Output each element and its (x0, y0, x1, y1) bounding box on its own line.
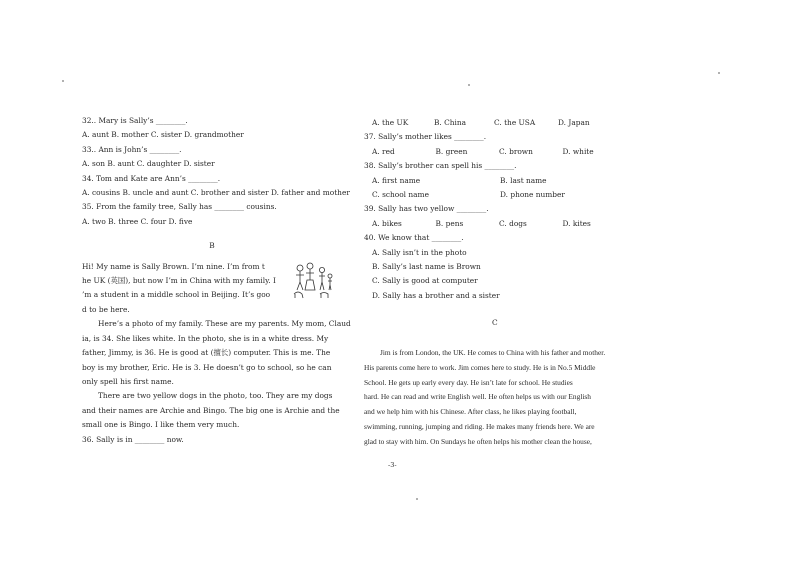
scan-speck (416, 498, 418, 500)
question-33-options: A. son B. aunt C. daughter D. sister (82, 159, 215, 169)
passage-b-p2-line3: father, Jimmy, is 36. He is good at (擅长) computer. This is me. The (82, 348, 331, 358)
option-a: A. first name (372, 175, 421, 185)
passage-b-p3-line2: and their names are Archie and Bingo. The big one is Archie and the (82, 405, 340, 415)
passage-b (82, 260, 351, 433)
question-40-option-c: C. Sally is good at computer (372, 276, 478, 286)
scan-speck (62, 80, 64, 82)
passage-b-p1-line4: d to be here. (82, 304, 130, 314)
passage-c (364, 346, 626, 450)
passage-b-p3-line3: small one is Bingo. I like them very much. (82, 420, 240, 430)
question-35: 35. From the family tree, Sally has ________ cousins. (82, 202, 277, 212)
family-photo-illustration (290, 260, 336, 302)
option-d: D. kites (562, 218, 591, 228)
option-b: B. pens (435, 218, 464, 228)
option-c: C. dogs (499, 218, 527, 228)
passage-b-p2-line5: only spell his first name. (82, 376, 174, 386)
question-37-options (364, 145, 626, 159)
passage-c-line3: School. He gets up early every day. He isn’t late for school. He studies (364, 377, 573, 387)
option-a: A. the UK (372, 118, 409, 127)
passage-c-line6: swimming, running, jumping and riding. He makes many friends here. We are (364, 421, 595, 431)
question-36: 36. Sally is in ________ now. (82, 434, 184, 444)
passage-c-line2: His parents come here to work. Jim comes here to study. He is in No.5 Middle (364, 362, 596, 372)
question-39: 39. Sally has two yellow ________. (364, 204, 489, 214)
passage-b-p1-line1: Hi! My name is Sally Brown. I’m nine. I’m from t (82, 261, 265, 271)
passage-c-line4: hard. He can read and write English well. He often helps us with our English (364, 392, 591, 402)
question-34: 34. Tom and Kate are Ann’s ________. (82, 173, 221, 183)
passage-b-p2-line4: boy is my brother, Eric. He is 3. He doesn’t go to school, so he can (82, 362, 332, 372)
question-40: 40. We know that ________. (364, 233, 464, 243)
option-c: C. the USA (494, 118, 536, 127)
option-a: A. red (372, 146, 395, 156)
passage-b-p2-line2: ia, is 34. She likes white. In the photo, she is in a white dress. My (82, 333, 329, 343)
question-32-options: A. aunt B. mother C. sister D. grandmother (82, 130, 244, 140)
option-b: B. green (435, 146, 468, 156)
question-38-options-row2 (364, 188, 626, 202)
passage-c-line7: glad to stay with him. On Sundays he often helps his mother clean the house, (364, 436, 592, 446)
option-d: D. phone number (500, 190, 565, 200)
passage-b-p1-line3: ’m a student in a middle school in Beijing. It’s goo (82, 290, 271, 300)
option-b: B. China (434, 118, 467, 127)
passage-b-p1-line2: he UK (英国), but now I’m in China with my family. I (82, 276, 276, 286)
question-39-options (364, 217, 626, 231)
passage-c-line1: Jim is from London, the UK. He comes to China with his father and mother. (380, 348, 606, 357)
question-38: 38. Sally’s brother can spell his ________. (364, 161, 517, 171)
question-36-options (364, 116, 626, 130)
passage-b-p3-line1: There are two yellow dogs in the photo, too. They are my dogs (98, 391, 333, 401)
scan-speck (468, 84, 470, 86)
passage-b-p2-line1: Here’s a photo of my family. These are my parents. My mom, Claud (98, 319, 351, 329)
question-37: 37. Sally’s mother likes ________. (364, 132, 487, 142)
scan-speck (718, 72, 720, 74)
option-b: B. last name (500, 175, 547, 185)
option-c: C. brown (499, 146, 533, 156)
question-40-option-d: D. Sally has a brother and a sister (372, 290, 500, 300)
page-number: -3- (388, 461, 397, 469)
left-column (82, 114, 351, 447)
right-column (364, 116, 626, 303)
question-34-options: A. cousins B. uncle and aunt C. brother and sister D. father and mother (82, 188, 350, 198)
question-40-option-b: B. Sally’s last name is Brown (372, 262, 481, 272)
question-38-options-row1 (364, 174, 626, 188)
question-33: 33.. Ann is John’s ________. (82, 144, 182, 154)
question-32: 32.. Mary is Sally’s ________. (82, 116, 188, 125)
section-c-heading: C (492, 318, 498, 327)
option-d: D. white (562, 146, 594, 156)
option-c: C. school name (372, 190, 429, 200)
option-a: A. bikes (372, 218, 402, 228)
section-b-heading: B (209, 241, 215, 251)
option-d: D. Japan (558, 118, 590, 127)
question-40-option-a: A. Sally isn’t in the photo (372, 247, 467, 257)
question-35-options: A. two B. three C. four D. five (82, 216, 193, 226)
passage-c-line5: and we help him with his Chinese. After class, he likes playing football, (364, 407, 577, 417)
